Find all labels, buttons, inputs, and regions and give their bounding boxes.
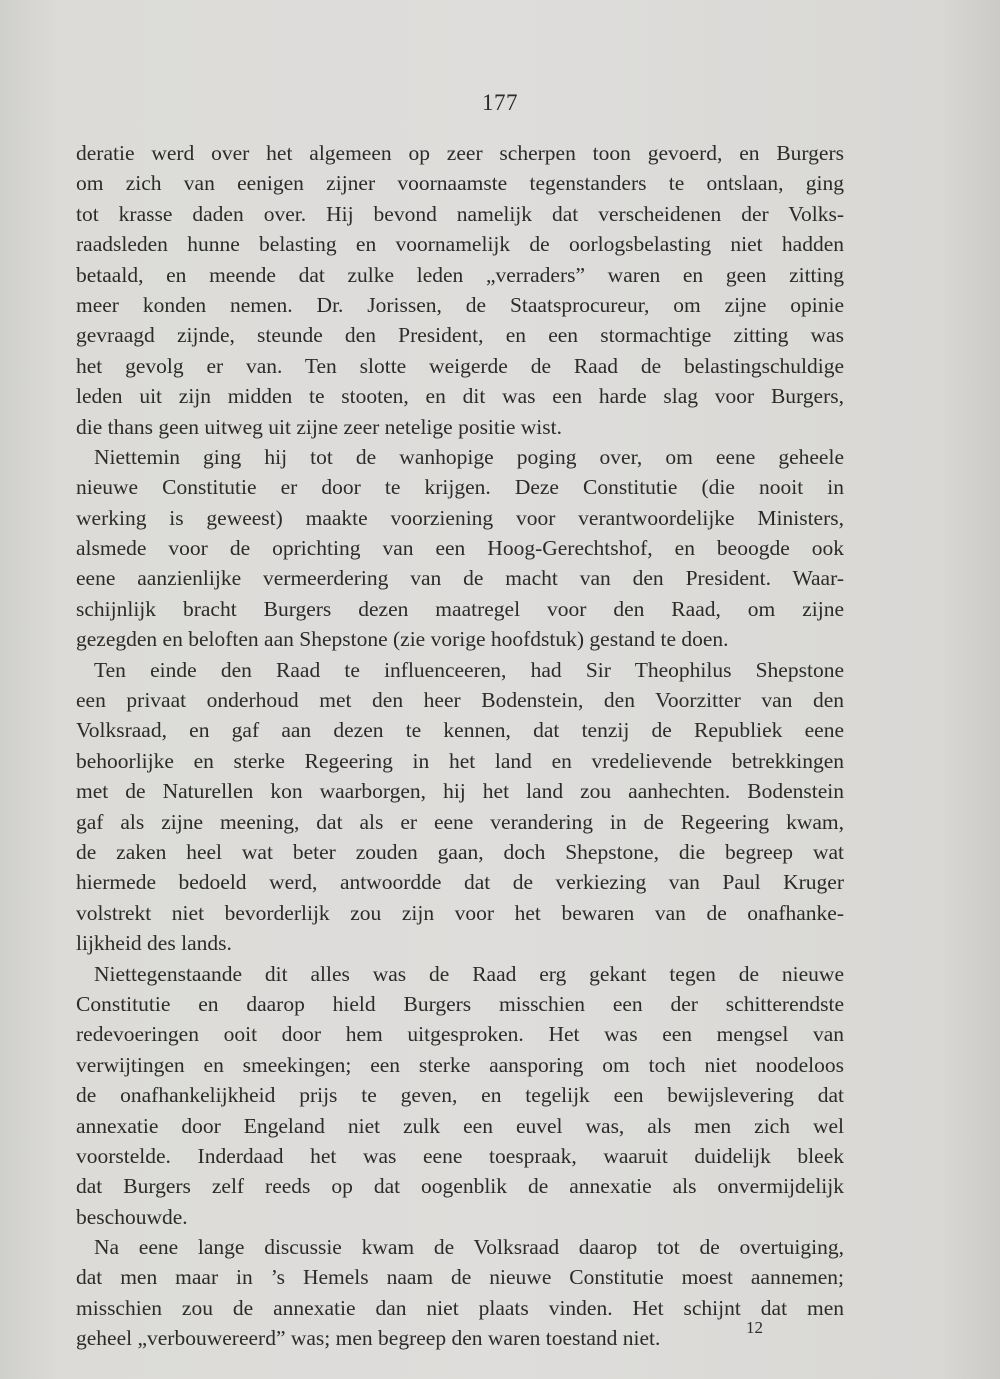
text-line: redevoeringen ooit door hem uitgesproken. Het was een mengsel van [76, 1022, 844, 1047]
text-line: de onafhankelijkheid prijs te geven, en tegelijk een bewijslevering dat [76, 1083, 844, 1108]
paragraph [76, 138, 844, 442]
paragraph [76, 655, 844, 959]
text-line: tot krasse daden over. Hij bevond namelijk dat verscheidenen der Volks- [76, 201, 844, 226]
text-line: gevraagd zijnde, steunde den President, en een stormachtige zitting was [76, 323, 844, 348]
paragraph [76, 442, 844, 655]
text-line: Na eene lange discussie kwam de Volksraad daarop tot de overtuiging, [94, 1235, 844, 1260]
text-line: annexatie door Engeland niet zulk een euvel was, als men zich wel [76, 1113, 844, 1138]
paragraph [76, 959, 844, 1233]
paragraph [76, 1232, 844, 1354]
text-line: geheel „verbouwereerd” was; men begreep den waren toestand niet. [76, 1326, 661, 1351]
text-line: om zich van eenigen zijner voornaamste tegenstanders te ontslaan, ging [76, 171, 844, 196]
text-line: leden uit zijn midden te stooten, en dit was een harde slag voor Burgers, [76, 384, 844, 409]
text-line: betaald, en meende dat zulke leden „verraders” waren en geen zitting [76, 262, 844, 287]
text-line: behoorlijke en sterke Regeering in het land en vredelievende betrekkingen [76, 748, 844, 773]
text-line: Niettemin ging hij tot de wanhopige poging over, om eene geheele [94, 444, 844, 469]
text-line: gezegden en beloften aan Shepstone (zie vorige hoofdstuk) gestand te doen. [76, 627, 729, 652]
text-line: deratie werd over het algemeen op zeer scherpen toon gevoerd, en Burgers [76, 141, 844, 165]
text-line: schijnlijk bracht Burgers dezen maatregel voor den Raad, om zijne [76, 596, 844, 621]
text-line: beschouwde. [76, 1204, 188, 1229]
text-line: Ten einde den Raad te influenceeren, had Sir Theophilus Shepstone [94, 657, 844, 682]
text-line: Constitutie en daarop hield Burgers misschien een der schitterendste [76, 991, 844, 1016]
text-line: raadsleden hunne belasting en voornamelijk de oorlogsbelasting niet hadden [76, 232, 844, 257]
text-line: gaf als zijne meening, dat als er eene verandering in de Regeering kwam, [76, 809, 844, 834]
text-line: werking is geweest) maakte voorziening voor verantwoordelijke Ministers, [76, 505, 844, 530]
page-number: 177 [482, 90, 518, 115]
text-line: nieuwe Constitutie er door te krijgen. Deze Constitutie (die nooit in [76, 475, 844, 500]
text-line: misschien zou de annexatie dan niet plaats vinden. Het schijnt dat men [76, 1295, 844, 1320]
text-line: verwijtingen en smeekingen; een sterke aansporing om toch niet noodeloos [76, 1052, 844, 1077]
text-line: Niettegenstaande dit alles was de Raad erg gekant tegen de nieuwe [94, 961, 844, 986]
text-line: dat Burgers zelf reeds op dat oogenblik de annexatie als onvermijdelijk [76, 1174, 844, 1199]
text-line: meer konden nemen. Dr. Jorissen, de Staatsprocureur, om zijne opinie [76, 292, 844, 317]
text-line: eene aanzienlijke vermeerdering van de macht van den President. Waar- [76, 566, 844, 591]
body-text [76, 138, 844, 1354]
text-line: lijkheid des lands. [76, 931, 232, 956]
text-line: hiermede bedoeld werd, antwoordde dat de verkiezing van Paul Kruger [76, 870, 844, 895]
printer-signature-mark: 12 [746, 1318, 763, 1337]
text-line: die thans geen uitweg uit zijne zeer netelige positie wist. [76, 414, 562, 439]
text-line: dat men maar in ’s Hemels naam de nieuwe Constitutie moest aannemen; [76, 1265, 844, 1290]
text-line: Volksraad, en gaf aan dezen te kennen, dat tenzij de Republiek eene [76, 718, 844, 743]
text-line: het gevolg er van. Ten slotte weigerde de Raad de belastingschuldige [76, 353, 844, 378]
text-line: de zaken heel wat beter zouden gaan, doch Shepstone, die begreep wat [76, 839, 844, 864]
text-line: volstrekt niet bevorderlijk zou zijn voor het bewaren van de onafhanke- [76, 900, 844, 925]
text-line: met de Naturellen kon waarborgen, hij het land zou aanhechten. Bodenstein [76, 779, 844, 804]
text-line: een privaat onderhoud met den heer Bodenstein, den Voorzitter van den [76, 688, 844, 713]
text-line: alsmede voor de oprichting van een Hoog-Gerechtshof, en beoogde ook [76, 536, 844, 561]
text-line: voorstelde. Inderdaad het was eene toespraak, waaruit duidelijk bleek [76, 1143, 844, 1168]
